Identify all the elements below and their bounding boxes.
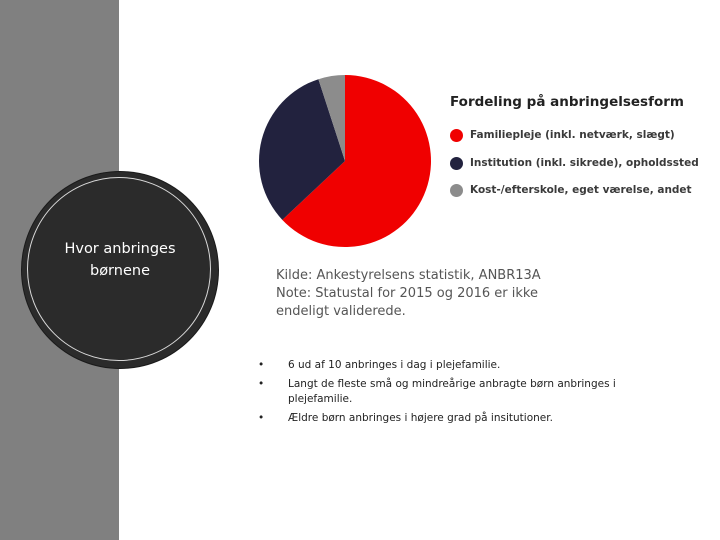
legend-swatch: [450, 184, 463, 197]
source-note: [276, 267, 546, 321]
bullet-glyph: •: [258, 412, 265, 424]
legend-item: [450, 154, 699, 172]
bullet-glyph: •: [258, 359, 265, 371]
slide-title-line-1: Hvor anbringes: [64, 241, 176, 257]
source-line-2: Note: Statustal for 2015 og 2016 er ikke: [276, 286, 538, 301]
legend-swatch: [450, 157, 463, 170]
pie-chart: [250, 66, 440, 256]
source-line-3: endeligt validerede.: [276, 304, 406, 319]
bullet-list: [258, 358, 638, 430]
bullet-text: 6 ud af 10 anbringes i dag i plejefamilie.: [288, 359, 501, 371]
legend-label: Kost-/efterskole, eget værelse, andet: [470, 184, 692, 196]
slide-title-line-2: børnene: [89, 263, 150, 279]
bullet-item: [258, 358, 638, 373]
legend-label: Institution (inkl. sikrede), opholdssted: [470, 157, 699, 169]
source-line-1: Kilde: Ankestyrelsens statistik, ANBR13A: [276, 268, 541, 283]
chart-title: Fordeling på anbringelsesform: [450, 94, 684, 110]
legend-item: [450, 181, 692, 199]
legend-label: Familiepleje (inkl. netværk, slægt): [470, 129, 675, 141]
bullet-item: [258, 411, 638, 426]
bullet-item: [258, 377, 638, 407]
legend-swatch: [450, 129, 463, 142]
bullet-text: Ældre børn anbringes i højere grad på insitutioner.: [288, 412, 553, 424]
slide-title: [38, 238, 202, 282]
legend-item: [450, 126, 675, 144]
bullet-glyph: •: [258, 378, 265, 390]
bullet-text: Langt de fleste små og mindreårige anbragte børn anbringes i plejefamilie.: [288, 378, 616, 405]
